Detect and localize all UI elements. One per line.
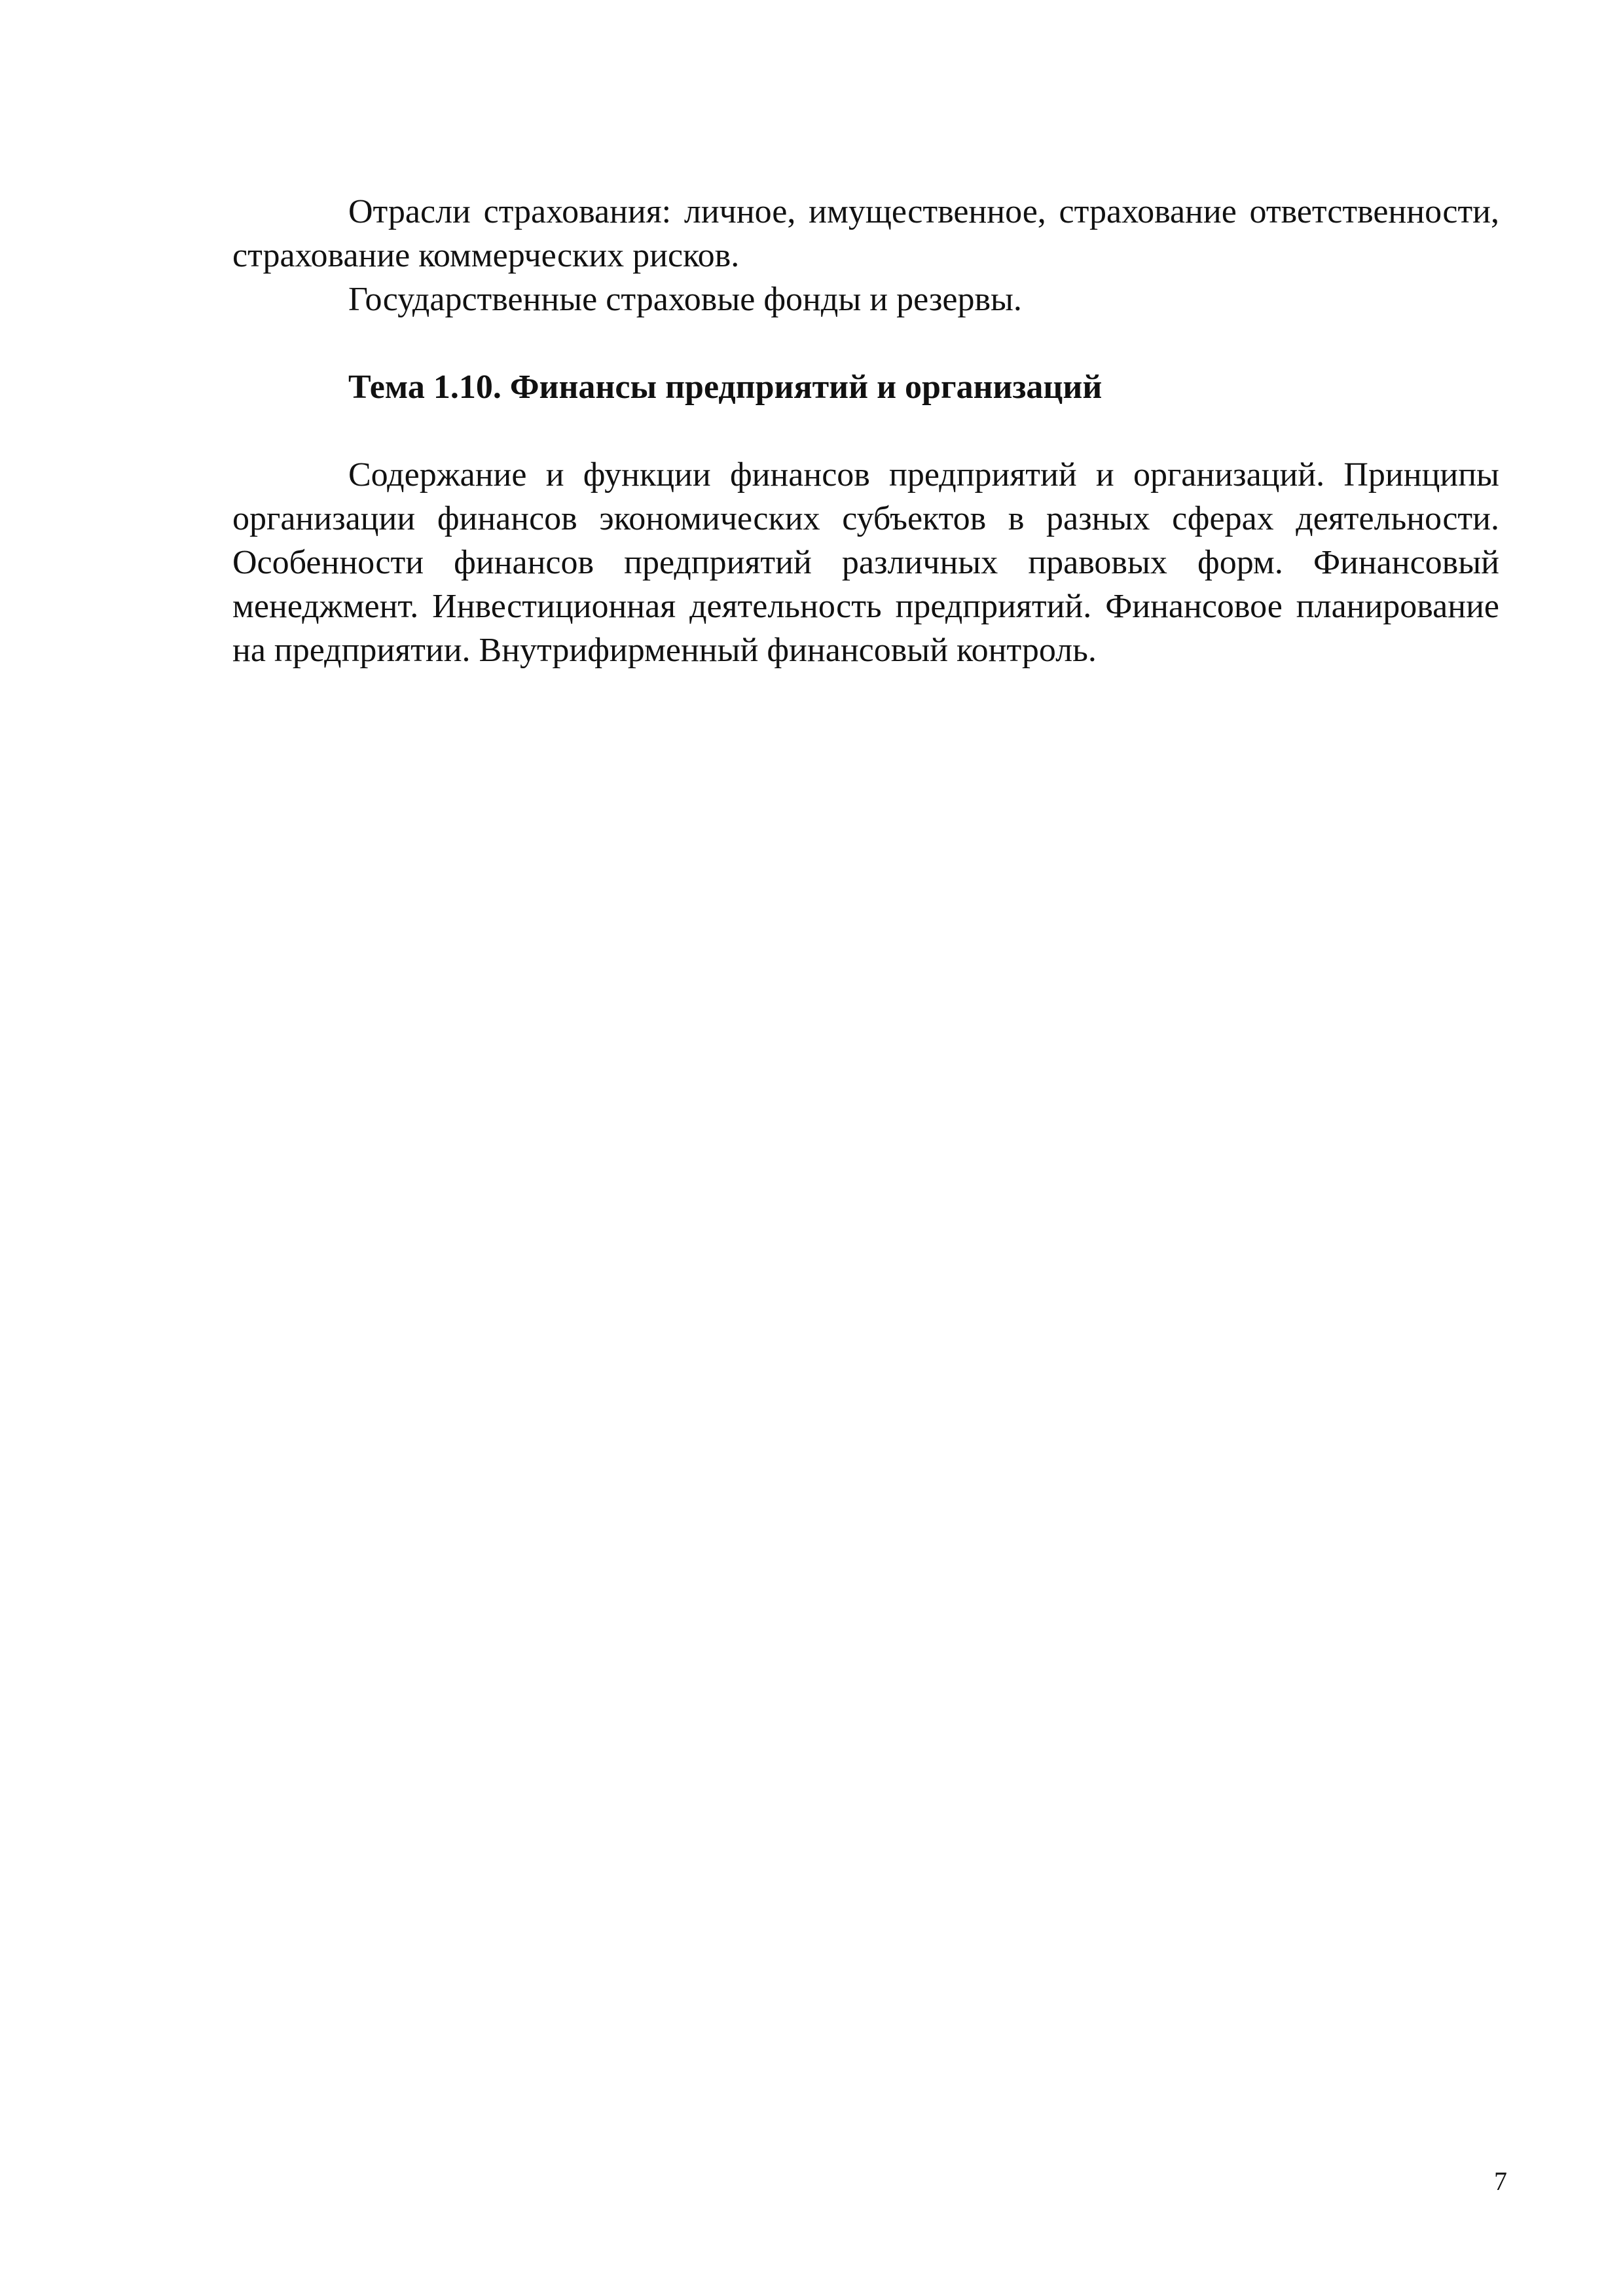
paragraph-insurance-branches: Отрасли страхования: личное, имущественное, страхование ответственности, страхование коммерческих рисков. (232, 193, 1499, 274)
paragraph-state-insurance-funds: Государственные страховые фонды и резервы. (348, 281, 1022, 318)
paragraph-enterprise-finance: Содержание и функции финансов предприятий и организаций. Принципы организации финансов экономических субъектов в разных сферах деятельности. Особенности финансов предприятий различных правовых форм. Финансовый менеджмент. Инвестиционная деятельность предприятий. Финансовое планирование на предприятии. Внутрифирменный финансовый контроль. (232, 456, 1499, 669)
page-number: 7 (1494, 2166, 1507, 2196)
document-body (232, 190, 1499, 672)
section-heading: Тема 1.10. Финансы предприятий и организаций (348, 368, 1103, 406)
